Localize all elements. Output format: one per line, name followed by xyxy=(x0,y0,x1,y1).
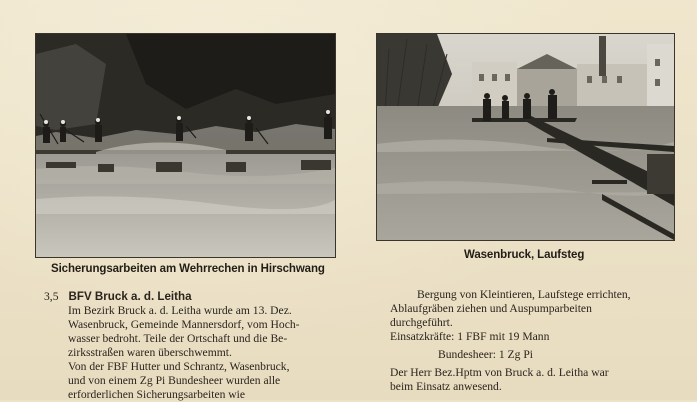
body-line: Wasenbruck, Gemeinde Mannersdorf, vom Hoch- xyxy=(68,318,300,331)
body-line: Von der FBF Hutter und Schrantz, Wasenbruck, xyxy=(68,360,290,373)
weir-photo-image xyxy=(36,34,335,257)
section-heading xyxy=(44,290,344,304)
body-line: wasser bedroht. Teile der Ortschaft und die Be- xyxy=(68,332,288,345)
section-number: 3,5 xyxy=(44,290,59,303)
body-line: beim Einsatz anwesend. xyxy=(390,380,502,393)
body-line: Bergung von Kleintieren, Laufstege errichten, xyxy=(417,288,631,301)
body-line: Im Bezirk Bruck a. d. Leitha wurde am 13. Dez. xyxy=(68,304,292,317)
body-line: erforderlichen Sicherungsarbeiten wie xyxy=(68,388,246,401)
section-right-column xyxy=(390,288,690,394)
section-title: BFV Bruck a. d. Leitha xyxy=(68,290,192,303)
body-line: Ablaufgräben ziehen und Auspumparbeiten xyxy=(390,302,592,315)
body-line: durchgeführt. xyxy=(390,316,453,329)
wasenbruck-photo-caption: Wasenbruck, Laufsteg xyxy=(464,249,585,261)
weir-photo xyxy=(35,33,336,258)
body-line: Der Herr Bez.Hptm von Bruck a. d. Leitha war xyxy=(390,366,609,379)
body-line: Bundesheer: 1 Zg Pi xyxy=(438,348,533,361)
wasenbruck-photo xyxy=(376,33,675,241)
body-line: Einsatzkräfte: 1 FBF mit 19 Mann xyxy=(390,330,550,343)
section-left-column xyxy=(44,290,344,402)
body-line: und von einem Zg Pi Bundesheer wurden alle xyxy=(68,374,281,387)
weir-photo-caption: Sicherungsarbeiten am Wehrrechen in Hirschwang xyxy=(51,263,325,275)
wasenbruck-photo-image xyxy=(377,34,674,240)
body-line: zirksstraßen waren überschwemmt. xyxy=(68,346,232,359)
